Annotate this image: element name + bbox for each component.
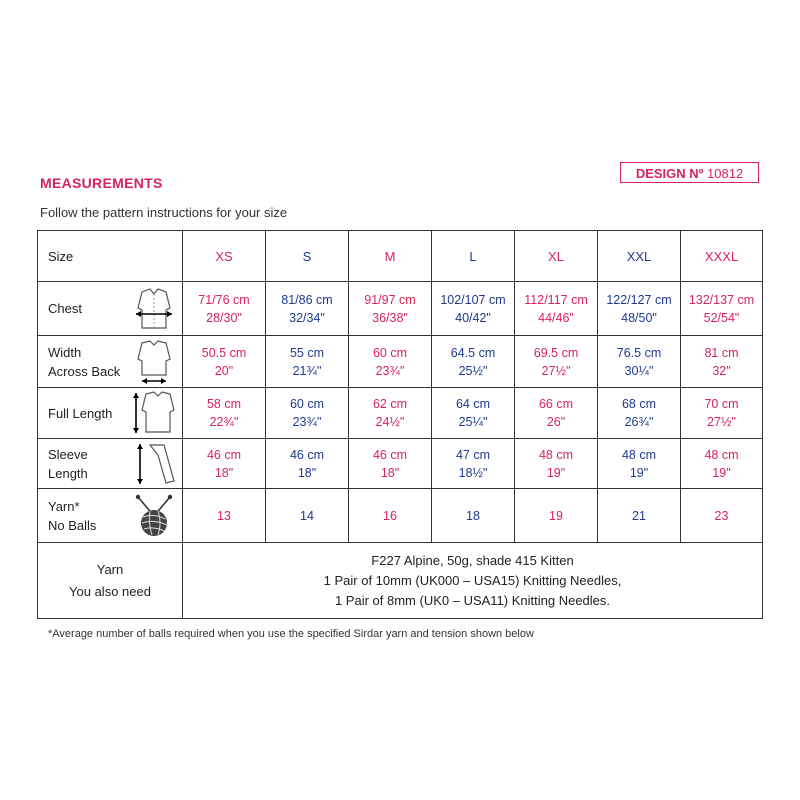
measurement-label: [48, 299, 82, 318]
measurement-value: 81/86 cm: [281, 292, 333, 307]
measurement-value: 27½": [707, 415, 736, 429]
measurement-value: 132/137 cm: [688, 292, 755, 307]
measurement-value: 23¾": [292, 415, 322, 429]
size-xxl: XXL: [626, 248, 652, 264]
measurement-label-line: Yarn*: [48, 498, 80, 514]
measurement-value: 23¾": [375, 363, 405, 378]
measurement-value: 27½": [541, 363, 571, 378]
measurement-value: 112/117 cm: [524, 292, 588, 307]
design-number: 10812: [707, 166, 744, 181]
measurement-label-line: Sleeve: [48, 446, 88, 462]
measurement-value: 102/107 cm: [440, 292, 506, 307]
measurement-value: 28/30": [206, 310, 242, 325]
measurement-value: 50.5 cm: [201, 345, 247, 360]
measurement-value: 25¼": [458, 415, 488, 429]
measurement-value: 46 cm: [289, 447, 325, 462]
measurement-value-cell: [432, 282, 515, 336]
measurement-value-cell: [681, 336, 763, 388]
measurement-value-cell: [598, 489, 681, 543]
measurement-value-cell: [515, 439, 598, 489]
yarn-info-cell: [183, 543, 763, 619]
measurement-value: 22¾": [209, 415, 239, 429]
measurement-value: 52/54": [703, 310, 740, 325]
size-xl: XL: [548, 248, 564, 264]
measurement-value: 91/97 cm: [364, 292, 416, 307]
size-header-row: [38, 231, 763, 282]
measurement-value-cell: [598, 439, 681, 489]
measurement-value-cell: [183, 336, 266, 388]
yarn-label-cell: [38, 543, 183, 619]
measurement-row: [38, 388, 763, 439]
measurement-value: 64.5 cm: [450, 345, 496, 360]
measurement-value: 55 cm: [289, 345, 325, 360]
measurement-value: 62 cm: [372, 397, 408, 411]
measurement-value-cell: [349, 489, 432, 543]
yarn-info-line: 1 Pair of 10mm (UK000 – USA15) Knitting Needles,: [323, 572, 622, 588]
measurement-value: 81 cm: [704, 345, 739, 360]
measurement-value: 13: [217, 508, 231, 523]
page-title: MEASUREMENTS: [40, 175, 163, 191]
measurement-label: [48, 497, 96, 535]
measurement-value: 18": [380, 465, 400, 480]
measurement-value-cell: [681, 489, 763, 543]
measurement-value: 76.5 cm: [616, 345, 662, 360]
measurement-value: 48/50": [621, 310, 657, 325]
size-m: M: [384, 248, 396, 264]
measurement-value: 26¾": [624, 415, 654, 429]
measurement-value-cell: [515, 388, 598, 439]
yarn-info-line: 1 Pair of 8mm (UK0 – USA11) Knitting Needles.: [334, 592, 611, 608]
measurement-row: [38, 439, 763, 489]
measurement-value: 25½": [458, 363, 488, 378]
measurement-value-cell: [432, 489, 515, 543]
measurement-value: 30¼": [624, 363, 654, 378]
measurement-value: 44/46": [538, 310, 574, 325]
measurement-value-cell: [681, 388, 763, 439]
measurement-label: [48, 404, 112, 423]
measurement-value-cell: [432, 439, 515, 489]
measurement-value: 21: [632, 508, 646, 523]
measurement-value: 60 cm: [289, 397, 325, 411]
measurement-value: 48 cm: [538, 447, 574, 462]
measurement-value: 18": [297, 465, 317, 480]
measurement-value: 19": [546, 465, 566, 480]
size-header-cell: [266, 231, 349, 282]
measurement-value: 46 cm: [206, 447, 242, 462]
measurement-value-cell: [183, 388, 266, 439]
measurement-value-cell: [266, 336, 349, 388]
measurement-value: 68 cm: [621, 397, 657, 411]
measurement-value: 40/42": [455, 310, 491, 325]
measurement-value: 60 cm: [372, 345, 408, 360]
measurement-value: 48 cm: [704, 447, 739, 462]
measurement-value-cell: [681, 282, 763, 336]
measurement-label: [48, 343, 120, 381]
measurement-row: [38, 282, 763, 336]
measurement-label-cell: [38, 439, 183, 489]
measurement-label-line: No Balls: [48, 517, 97, 533]
measurement-value: 48 cm: [621, 447, 657, 462]
measurement-value-cell: [349, 388, 432, 439]
yarn-info-line: F227 Alpine, 50g, shade 415 Kitten: [371, 552, 574, 568]
measurement-value-cell: [266, 439, 349, 489]
size-header-cell: [349, 231, 432, 282]
design-label: DESIGN Nº: [635, 166, 704, 181]
size-header-cell: [598, 231, 681, 282]
measurement-row: [38, 489, 763, 543]
measurement-row: [38, 336, 763, 388]
measurement-value: 14: [300, 508, 314, 523]
size-l: L: [469, 248, 477, 264]
measurement-value: 46 cm: [372, 447, 408, 462]
size-header-cell: [681, 231, 763, 282]
size-header-cell: [432, 231, 515, 282]
measurement-value-cell: [598, 388, 681, 439]
size-label: Size: [48, 248, 74, 264]
measurement-value: 16: [383, 508, 397, 523]
measurement-value: 122/127 cm: [606, 292, 672, 307]
measurement-value: 32/34": [289, 310, 325, 325]
measurement-value-cell: [432, 388, 515, 439]
measurement-value-cell: [681, 439, 763, 489]
chest-width-diagram-icon: [130, 286, 178, 332]
measurement-value-cell: [183, 489, 266, 543]
measurement-label-cell: [38, 282, 183, 336]
yarn-row: [38, 543, 763, 619]
measurement-value: 66 cm: [538, 397, 574, 411]
measurement-value: 69.5 cm: [533, 345, 579, 360]
measurement-value: 58 cm: [206, 397, 242, 411]
measurement-value-cell: [432, 336, 515, 388]
measurement-label: [48, 445, 88, 483]
instructions-text: Follow the pattern instructions for your size: [40, 205, 288, 220]
measurement-label-cell: [38, 489, 183, 543]
full-length-diagram-icon: [130, 390, 178, 436]
measurement-value-cell: [266, 282, 349, 336]
measurement-value: 19: [549, 508, 563, 523]
size-label-cell: [38, 231, 183, 282]
sleeve-length-diagram-icon: [130, 441, 178, 487]
size-s: S: [302, 248, 312, 264]
measurement-value: 19": [629, 465, 649, 480]
measurement-value-cell: [349, 336, 432, 388]
yarn-label: Yarn: [96, 561, 124, 577]
measurement-value-cell: [266, 489, 349, 543]
measurement-value-cell: [598, 336, 681, 388]
measurement-value: 47 cm: [455, 447, 491, 462]
measurement-value-cell: [515, 336, 598, 388]
back-width-diagram-icon: [130, 339, 178, 385]
measurement-label-line: Width: [48, 344, 82, 360]
measurement-value: 19": [712, 465, 731, 480]
size-header-cell: [183, 231, 266, 282]
design-number-box: [620, 162, 759, 183]
size-xs: XS: [215, 248, 233, 264]
measurement-value: 18: [466, 508, 480, 523]
measurement-label-cell: [38, 388, 183, 439]
measurement-value-cell: [598, 282, 681, 336]
measurement-label-line: Length: [48, 465, 88, 481]
measurements-table: [37, 230, 763, 619]
measurement-value: 71/76 cm: [198, 292, 250, 307]
measurement-value-cell: [349, 439, 432, 489]
measurement-value: 18½": [458, 465, 488, 480]
measurement-value: 36/38": [372, 310, 408, 325]
measurement-value-cell: [183, 282, 266, 336]
measurement-value: 26": [546, 415, 566, 429]
measurement-value-cell: [266, 388, 349, 439]
measurement-value: 23: [714, 508, 729, 523]
measurement-value-cell: [349, 282, 432, 336]
measurement-value: 64 cm: [455, 397, 491, 411]
yarn-ball-needles-icon: [130, 493, 178, 539]
measurement-label-line: Across Back: [48, 363, 121, 379]
measurement-value-cell: [515, 489, 598, 543]
measurement-value: 18": [214, 465, 234, 480]
yarn-label: You also need: [69, 583, 151, 599]
measurement-label-line: Full Length: [48, 405, 113, 421]
measurement-label-line: Chest: [48, 301, 82, 316]
measurement-value: 24½": [375, 415, 405, 429]
footnote: *Average number of balls required when you use the specified Sirdar yarn and tension shown below: [48, 628, 534, 640]
measurement-value: 21¾": [292, 363, 322, 378]
size-xxxl: XXXL: [704, 248, 739, 264]
measurement-value: 32": [712, 363, 731, 378]
size-header-cell: [515, 231, 598, 282]
measurement-label-cell: [38, 336, 183, 388]
measurement-value: 70 cm: [704, 397, 739, 411]
measurement-value-cell: [515, 282, 598, 336]
measurement-value-cell: [183, 439, 266, 489]
measurement-value: 20": [214, 363, 234, 378]
